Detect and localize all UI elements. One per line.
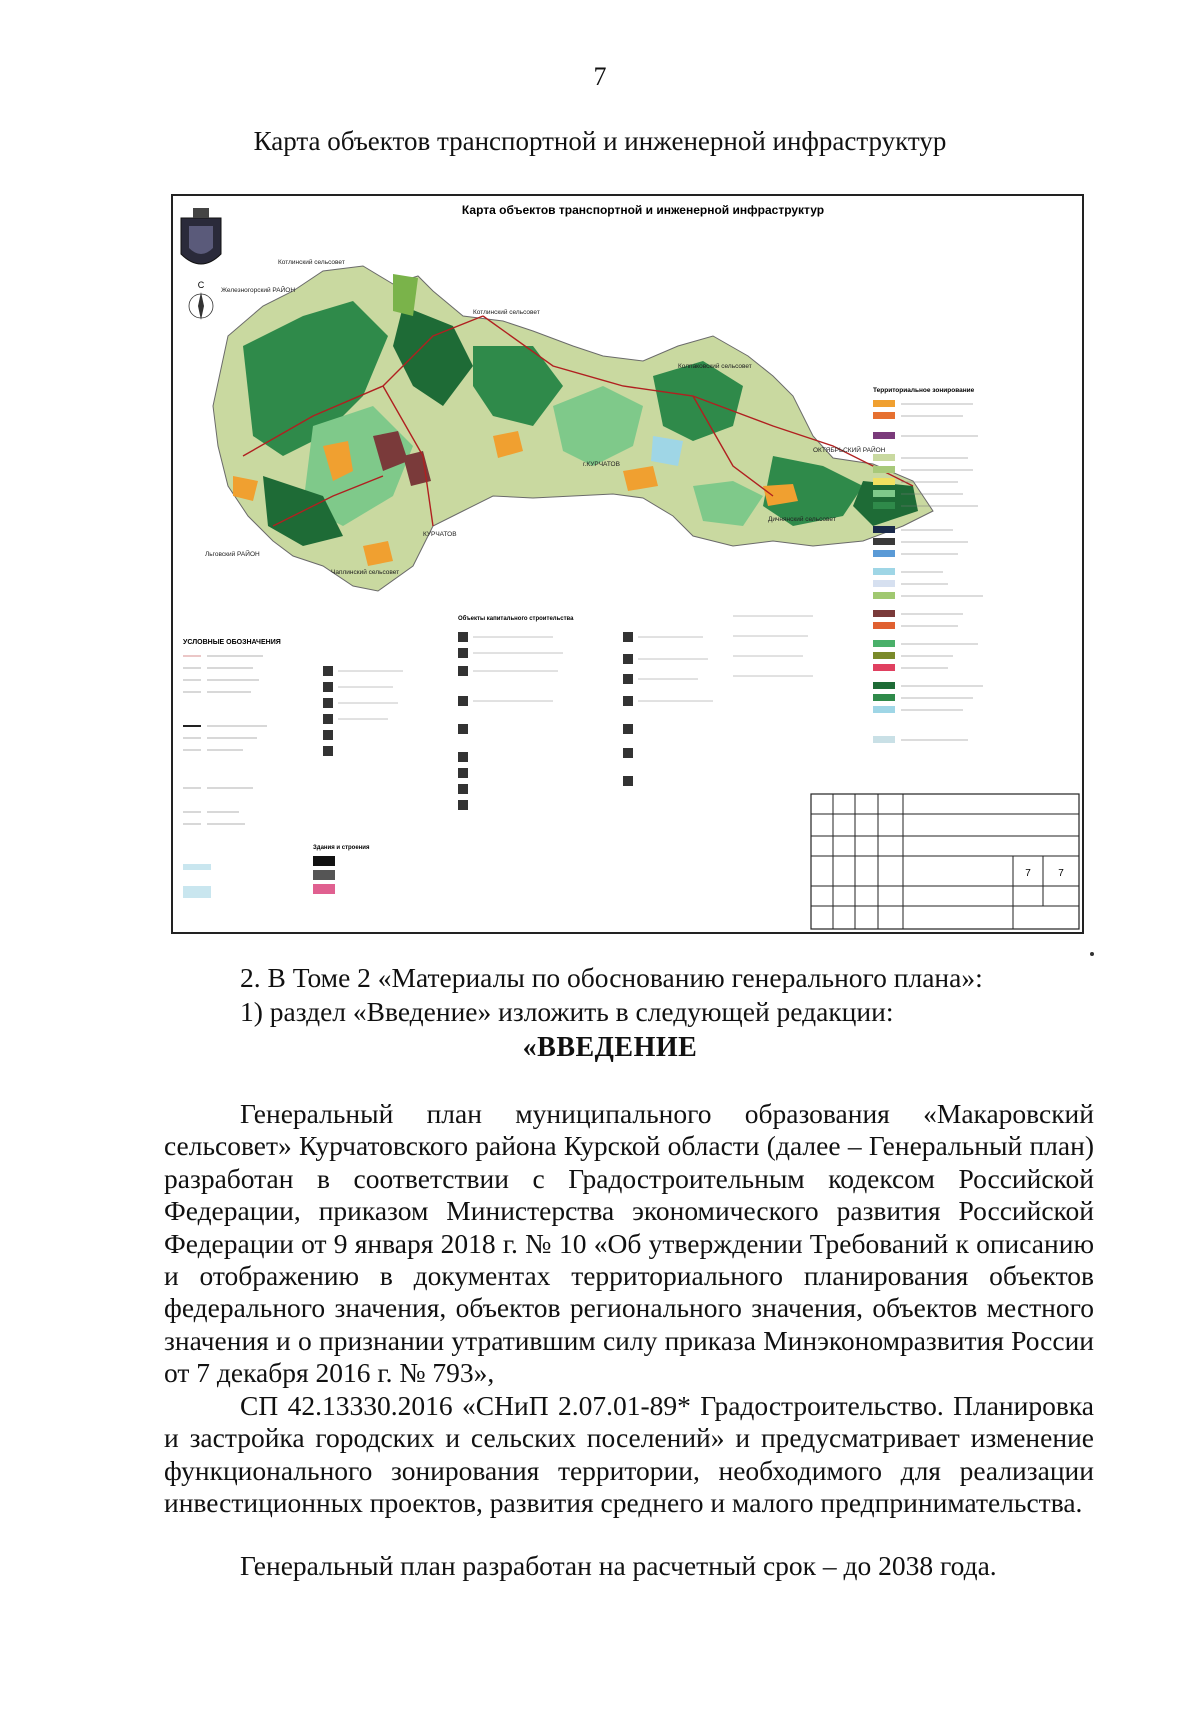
stray-mark (1090, 952, 1094, 956)
place-label: г.КУРЧАТОВ (583, 461, 620, 468)
north-arrow-icon (189, 280, 213, 320)
coat-of-arms-icon (181, 208, 221, 264)
place-label: Дичнянский сельсовет (768, 516, 836, 523)
place-label: Колпаковский сельсовет (678, 363, 752, 370)
tome-instruction: 2. В Томе 2 «Материалы по обоснованию генерального плана»: (240, 962, 983, 993)
svg-text:7: 7 (1058, 868, 1064, 879)
zoning-legend (873, 387, 983, 743)
section-instruction: 1) раздел «Введение» изложить в следующей редакции: (240, 996, 894, 1027)
infrastructure-map (173, 196, 1082, 932)
territory-area (213, 266, 933, 591)
place-label: КУРЧАТОВ (423, 531, 457, 538)
title-block-stamp (811, 794, 1079, 929)
svg-text:7: 7 (1025, 868, 1031, 879)
svg-text:Здания и строения: Здания и строения (313, 845, 370, 851)
map-caption: Карта объектов транспортной и инженерной инфраструктур (253, 126, 947, 156)
paragraph-3: Генеральный план разработан на расчетный срок – до 2038 года. (240, 1550, 997, 1581)
place-label: Чаплинский сельсовет (331, 569, 400, 576)
svg-text:С: С (197, 280, 205, 290)
map-title: Карта объектов транспортной и инженерной инфраструктур (461, 203, 825, 217)
page-number: 7 (593, 62, 607, 91)
map-figure (171, 194, 1084, 934)
symbols-legend (183, 615, 813, 898)
svg-text:Территориальное зонирование: Территориальное зонирование (873, 387, 975, 394)
paragraph-2: СП 42.13330.2016 «СНиП 2.07.01-89* Градостроительство. Планировка и застройка городских и сельских поселений» и предусматривает изменение функционального зонирования территории, необходимого для реализации инвестиционных проектов, развития среднего и малого предпринимательства. (164, 1390, 1094, 1519)
paragraph-1: Генеральный план муниципального образования «Макаровский сельсовет» Курчатовского района Курской области (далее – Генеральный план) разработан в соответствии с Градостроительным кодексом Российской Федерации, приказом Министерства экономического развития Российской Федерации от 9 января 2018 г. № 10 «Об утверждении Требований к описанию и отображению в документах территориального планирования объектов федерального значения, объектов регионального значения, объектов местного значения и о признании утратившим силу приказа Минэкономразвития России от 7 декабря 2016 г. № 793», (164, 1098, 1094, 1389)
section-heading: «ВВЕДЕНИЕ (522, 1032, 698, 1063)
place-label: ОКТЯБРЬСКИЙ РАЙОН (813, 447, 886, 454)
place-label: Железногорский РАЙОН (221, 287, 296, 294)
svg-text:УСЛОВНЫЕ ОБОЗНАЧЕНИЯ: УСЛОВНЫЕ ОБОЗНАЧЕНИЯ (183, 639, 281, 646)
svg-text:Объекты капитального строитель: Объекты капитального строительства (458, 616, 574, 622)
place-label: Котлинский сельсовет (473, 309, 540, 316)
place-label: Котлинский сельсовет (278, 259, 345, 266)
place-label: Льговский РАЙОН (205, 551, 260, 558)
